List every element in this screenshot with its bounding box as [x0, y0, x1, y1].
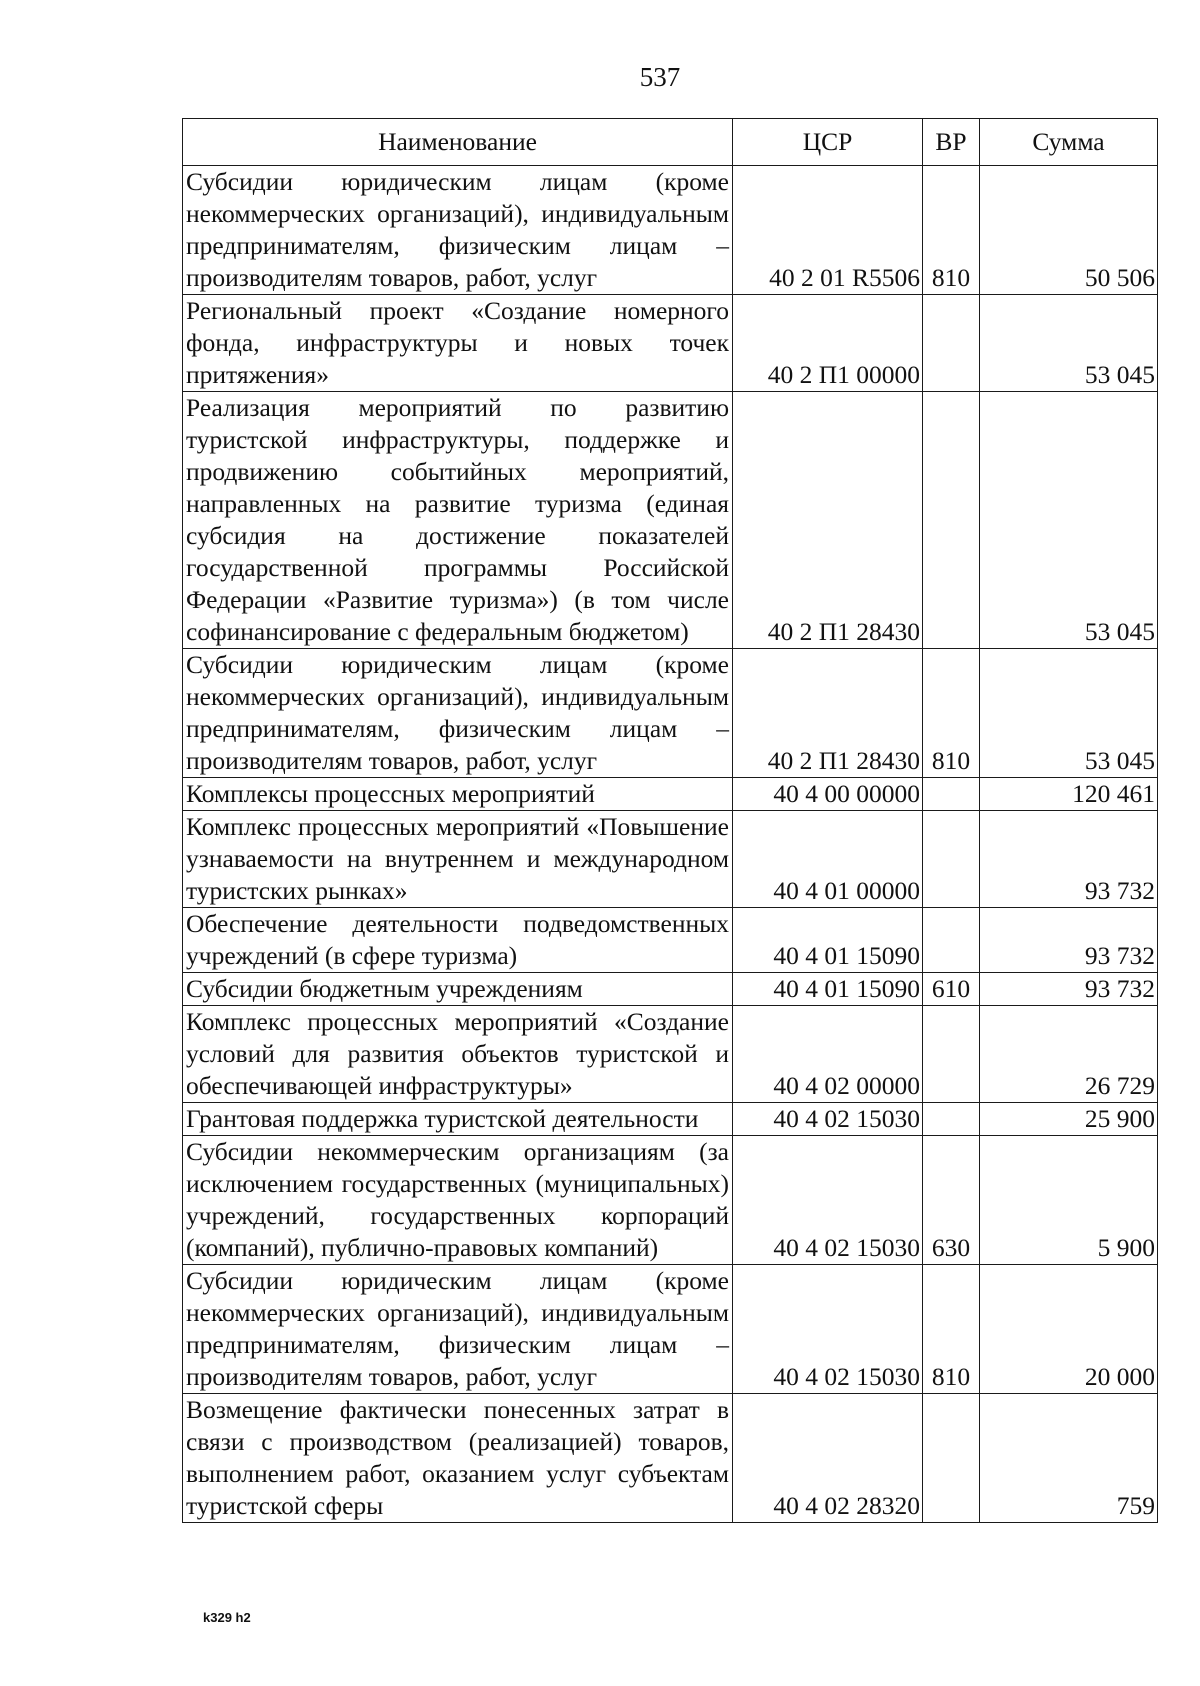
row-sum: 120 461 — [980, 778, 1158, 811]
row-vr — [923, 1006, 980, 1103]
row-csr: 40 4 02 00000 — [733, 1006, 923, 1103]
row-sum: 50 506 — [980, 166, 1158, 295]
column-header-csr: ЦСР — [733, 119, 923, 166]
row-name: Реализация мероприятий по развитию туристской инфраструктуры, поддержке и продвижению событийных мероприятий, направленных на развитие туризма (единая субсидия на достижение показателей государственной программы Российской Федерации «Развитие туризма») (в том числе софинансирование с федеральным бюджетом) — [183, 392, 733, 649]
row-name: Грантовая поддержка туристской деятельности — [183, 1103, 733, 1136]
page-number: 537 — [639, 62, 681, 92]
row-vr — [923, 778, 980, 811]
row-csr: 40 4 01 00000 — [733, 811, 923, 908]
row-vr: 810 — [923, 649, 980, 778]
table-row — [183, 973, 1158, 1006]
row-name: Региональный проект «Создание номерного фонда, инфраструктуры и новых точек притяжения» — [183, 295, 733, 392]
row-csr: 40 2 П1 28430 — [733, 392, 923, 649]
row-name: Комплексы процессных мероприятий — [183, 778, 733, 811]
row-csr: 40 2 П1 28430 — [733, 649, 923, 778]
row-sum: 759 — [980, 1394, 1158, 1523]
row-csr: 40 4 02 15030 — [733, 1265, 923, 1394]
row-sum: 25 900 — [980, 1103, 1158, 1136]
column-header-sum: Сумма — [980, 119, 1158, 166]
row-vr — [923, 1394, 980, 1523]
row-csr: 40 4 02 28320 — [733, 1394, 923, 1523]
table-header-row — [183, 119, 1158, 166]
table-row — [183, 166, 1158, 295]
row-name: Субсидии бюджетным учреждениям — [183, 973, 733, 1006]
row-name: Комплекс процессных мероприятий «Повышение узнаваемости на внутреннем и международном туристских рынках» — [183, 811, 733, 908]
row-name: Возмещение фактически понесенных затрат в связи с производством (реализацией) товаров, выполнением работ, оказанием услуг субъектам туристской сферы — [183, 1394, 733, 1523]
table-row — [183, 1265, 1158, 1394]
row-sum: 20 000 — [980, 1265, 1158, 1394]
row-csr: 40 4 01 15090 — [733, 908, 923, 973]
row-sum: 93 732 — [980, 811, 1158, 908]
table-body — [183, 166, 1158, 1523]
row-csr: 40 2 01 R5506 — [733, 166, 923, 295]
row-sum: 53 045 — [980, 392, 1158, 649]
table-row — [183, 1103, 1158, 1136]
row-sum: 5 900 — [980, 1136, 1158, 1265]
row-vr: 810 — [923, 1265, 980, 1394]
column-header-name: Наименование — [183, 119, 733, 166]
row-name: Субсидии юридическим лицам (кроме некоммерческих организаций), индивидуальным предпринимателям, физическим лицам – производителям товаров, работ, услуг — [183, 649, 733, 778]
row-name: Субсидии некоммерческим организациям (за исключением государственных (муниципальных) учреждений, государственных корпораций (компаний), публично-правовых компаний) — [183, 1136, 733, 1265]
row-sum: 53 045 — [980, 295, 1158, 392]
row-csr: 40 4 00 00000 — [733, 778, 923, 811]
row-vr: 630 — [923, 1136, 980, 1265]
row-vr — [923, 908, 980, 973]
table-row — [183, 1394, 1158, 1523]
row-vr — [923, 392, 980, 649]
row-sum: 93 732 — [980, 973, 1158, 1006]
row-vr — [923, 1103, 980, 1136]
table-row — [183, 392, 1158, 649]
budget-table — [182, 118, 1158, 1523]
row-vr — [923, 295, 980, 392]
table-row — [183, 811, 1158, 908]
row-csr: 40 4 01 15090 — [733, 973, 923, 1006]
row-sum: 53 045 — [980, 649, 1158, 778]
table-row — [183, 649, 1158, 778]
row-vr: 610 — [923, 973, 980, 1006]
footer-code: k329 h2 — [203, 1610, 251, 1625]
row-name: Субсидии юридическим лицам (кроме некоммерческих организаций), индивидуальным предпринимателям, физическим лицам – производителям товаров, работ, услуг — [183, 166, 733, 295]
table-row — [183, 778, 1158, 811]
table-row — [183, 1136, 1158, 1265]
table-row — [183, 908, 1158, 973]
row-name: Комплекс процессных мероприятий «Создание условий для развития объектов туристской и обеспечивающей инфраструктуры» — [183, 1006, 733, 1103]
row-csr: 40 2 П1 00000 — [733, 295, 923, 392]
row-sum: 26 729 — [980, 1006, 1158, 1103]
row-sum: 93 732 — [980, 908, 1158, 973]
table-row — [183, 1006, 1158, 1103]
row-vr: 810 — [923, 166, 980, 295]
row-csr: 40 4 02 15030 — [733, 1136, 923, 1265]
row-name: Субсидии юридическим лицам (кроме некоммерческих организаций), индивидуальным предпринимателям, физическим лицам – производителям товаров, работ, услуг — [183, 1265, 733, 1394]
row-csr: 40 4 02 15030 — [733, 1103, 923, 1136]
row-name: Обеспечение деятельности подведомственных учреждений (в сфере туризма) — [183, 908, 733, 973]
column-header-vr: ВР — [923, 119, 980, 166]
row-vr — [923, 811, 980, 908]
table-row — [183, 295, 1158, 392]
